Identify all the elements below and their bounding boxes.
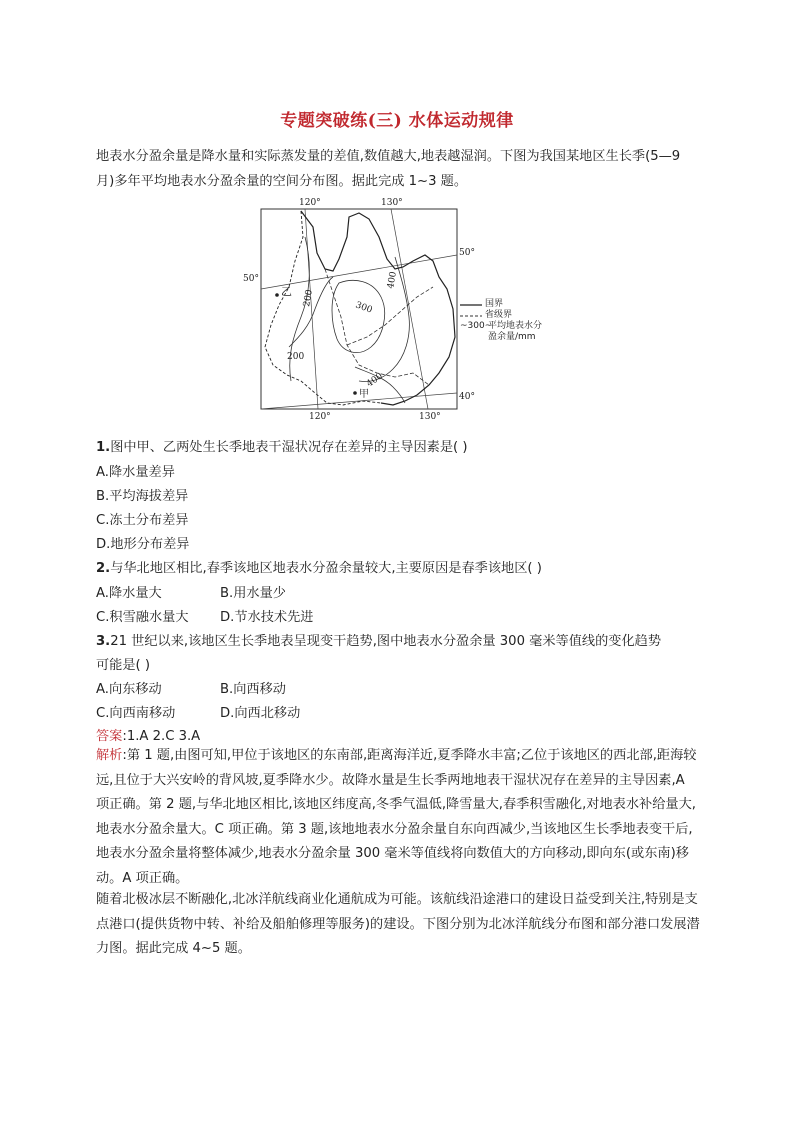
contour-label-400b: 400 xyxy=(364,371,385,390)
question-3-option-a: A.向东移动 xyxy=(96,682,162,697)
question-2-option-a: A.降水量大 xyxy=(96,586,162,601)
question-3-stem xyxy=(96,630,661,649)
question-1-stem xyxy=(96,436,468,455)
question-1-option-a: A.降水量差异 xyxy=(96,465,175,480)
lat-label-right-bottom: 40° xyxy=(459,392,475,402)
lon-label-bottom-left: 120° xyxy=(309,412,331,421)
label-jia: 甲 xyxy=(359,389,369,400)
question-3-option-d: D.向西北移动 xyxy=(220,706,301,721)
legend-border-symbol xyxy=(460,301,482,309)
legend-item-province xyxy=(460,310,542,321)
lon-label-top-right: 130° xyxy=(381,198,403,208)
lon-label-bottom-right: 130° xyxy=(419,412,441,421)
lat-label-right-top: 50° xyxy=(459,248,475,258)
intro-paragraph-1: 地表水分盈余量是降水量和实际蒸发量的差值,数值越大,地表越湿润。下图为我国某地区生长季(5—9 月)多年平均地表水分盈余量的空间分布图。据此完成 1~3 题。 xyxy=(96,149,681,189)
question-1-option-d: D.地形分布差异 xyxy=(96,537,190,552)
lon-label-top-left: 120° xyxy=(299,198,321,208)
question-3-text-line2: 可能是( ) xyxy=(96,658,151,673)
contour-label-400a: 400 xyxy=(386,270,399,290)
page-title: 专题突破练(三) 水体运动规律 xyxy=(280,111,514,131)
legend-province-label: 省级界 xyxy=(485,310,513,320)
question-2-option-b: B.用水量少 xyxy=(220,586,286,601)
contour-label-300: 300 xyxy=(353,300,374,316)
legend-item-border xyxy=(460,299,542,310)
question-1-option-c: C.冻土分布差异 xyxy=(96,513,189,528)
contour-label-200a: 200 xyxy=(302,288,315,308)
legend-contour-label-line2: 盈余量/mm xyxy=(488,332,536,342)
meridian-120 xyxy=(305,209,318,409)
legend-contour-label-line1: 平均地表水分 xyxy=(488,321,543,331)
contour-200-center xyxy=(289,277,333,347)
question-3-number: 3. xyxy=(96,634,111,649)
legend-province-symbol xyxy=(460,312,482,320)
question-2-number: 2. xyxy=(96,561,111,576)
moisture-surplus-map xyxy=(243,197,477,421)
question-2-text: 与华北地区相比,春季该地区地表水分盈余量较大,主要原因是春季该地区( ) xyxy=(110,561,542,576)
provincial-border-1 xyxy=(325,269,429,385)
point-jia xyxy=(353,391,357,395)
parallel-50 xyxy=(261,255,457,289)
question-3-option-b: B.向西移动 xyxy=(220,682,286,697)
question-2-stem xyxy=(96,557,542,576)
analysis-label: 解析 xyxy=(96,748,123,763)
question-1-option-b: B.平均海拔差异 xyxy=(96,489,189,504)
intro-paragraph-2: 随着北极冰层不断融化,北冰洋航线商业化通航成为可能。该航线沿途港口的建设日益受到关注,特别是支点港口(提供货物中转、补给及船舶修理等服务)的建设。下图分别为北冰洋航线分布图和部分港口发展潜力图。据此完成 4~5 题。 xyxy=(96,892,700,956)
answer-text: :1.A 2.C 3.A xyxy=(122,729,201,744)
answer-label: 答案 xyxy=(96,729,123,744)
question-3-text-line1: 21 世纪以来,该地区生长季地表呈现变干趋势,图中地表水分盈余量 300 毫米等值线的变化趋势 xyxy=(110,634,662,649)
analysis-paragraph xyxy=(96,744,702,891)
meridian-130 xyxy=(391,209,428,409)
question-2-option-d: D.节水技术先进 xyxy=(220,610,314,625)
map-legend xyxy=(460,299,542,343)
contour-300 xyxy=(332,280,385,352)
label-yi: 乙 xyxy=(281,285,292,298)
provincial-border-2 xyxy=(347,287,433,345)
question-2-option-c: C.积雪融水量大 xyxy=(96,610,189,625)
answer-line xyxy=(96,725,200,744)
question-3-option-c: C.向西南移动 xyxy=(96,706,176,721)
legend-border-label: 国界 xyxy=(485,299,504,309)
question-1-text: 图中甲、乙两处生长季地表干湿状况存在差异的主导因素是( ) xyxy=(110,440,468,455)
legend-item-contour xyxy=(460,321,542,343)
analysis-text: :第 1 题,由图可知,甲位于该地区的东南部,距离海洋近,夏季降水丰富;乙位于该地区的西北部,距海较远,且位于大兴安岭的背风坡,夏季降水少。故降水量是生长季两地地表干湿状况存在差异的主导因素,A 项正确。第 2 题,与华北地区相比,该地区纬度高,冬季气温低,降雪量大,春季积雪融化,对地表水补给量大,地表水分盈余量大。C 项正确。第 3 题,该地地表水分盈余量自东向西减少,当该地区生长季地表变干后,地表水分盈余量将整体减少,地表水分盈余量 300 毫米等值线将向数值大的方向移动,即向东(或东南)移动。A 项正确。 xyxy=(96,748,697,886)
question-1-number: 1. xyxy=(96,440,111,455)
point-yi xyxy=(275,293,279,297)
contour-label-200b: 200 xyxy=(287,352,305,362)
lat-label-left: 50° xyxy=(243,274,259,284)
legend-contour-symbol: ~300~ xyxy=(460,321,493,331)
legend-contour-label xyxy=(488,321,542,343)
